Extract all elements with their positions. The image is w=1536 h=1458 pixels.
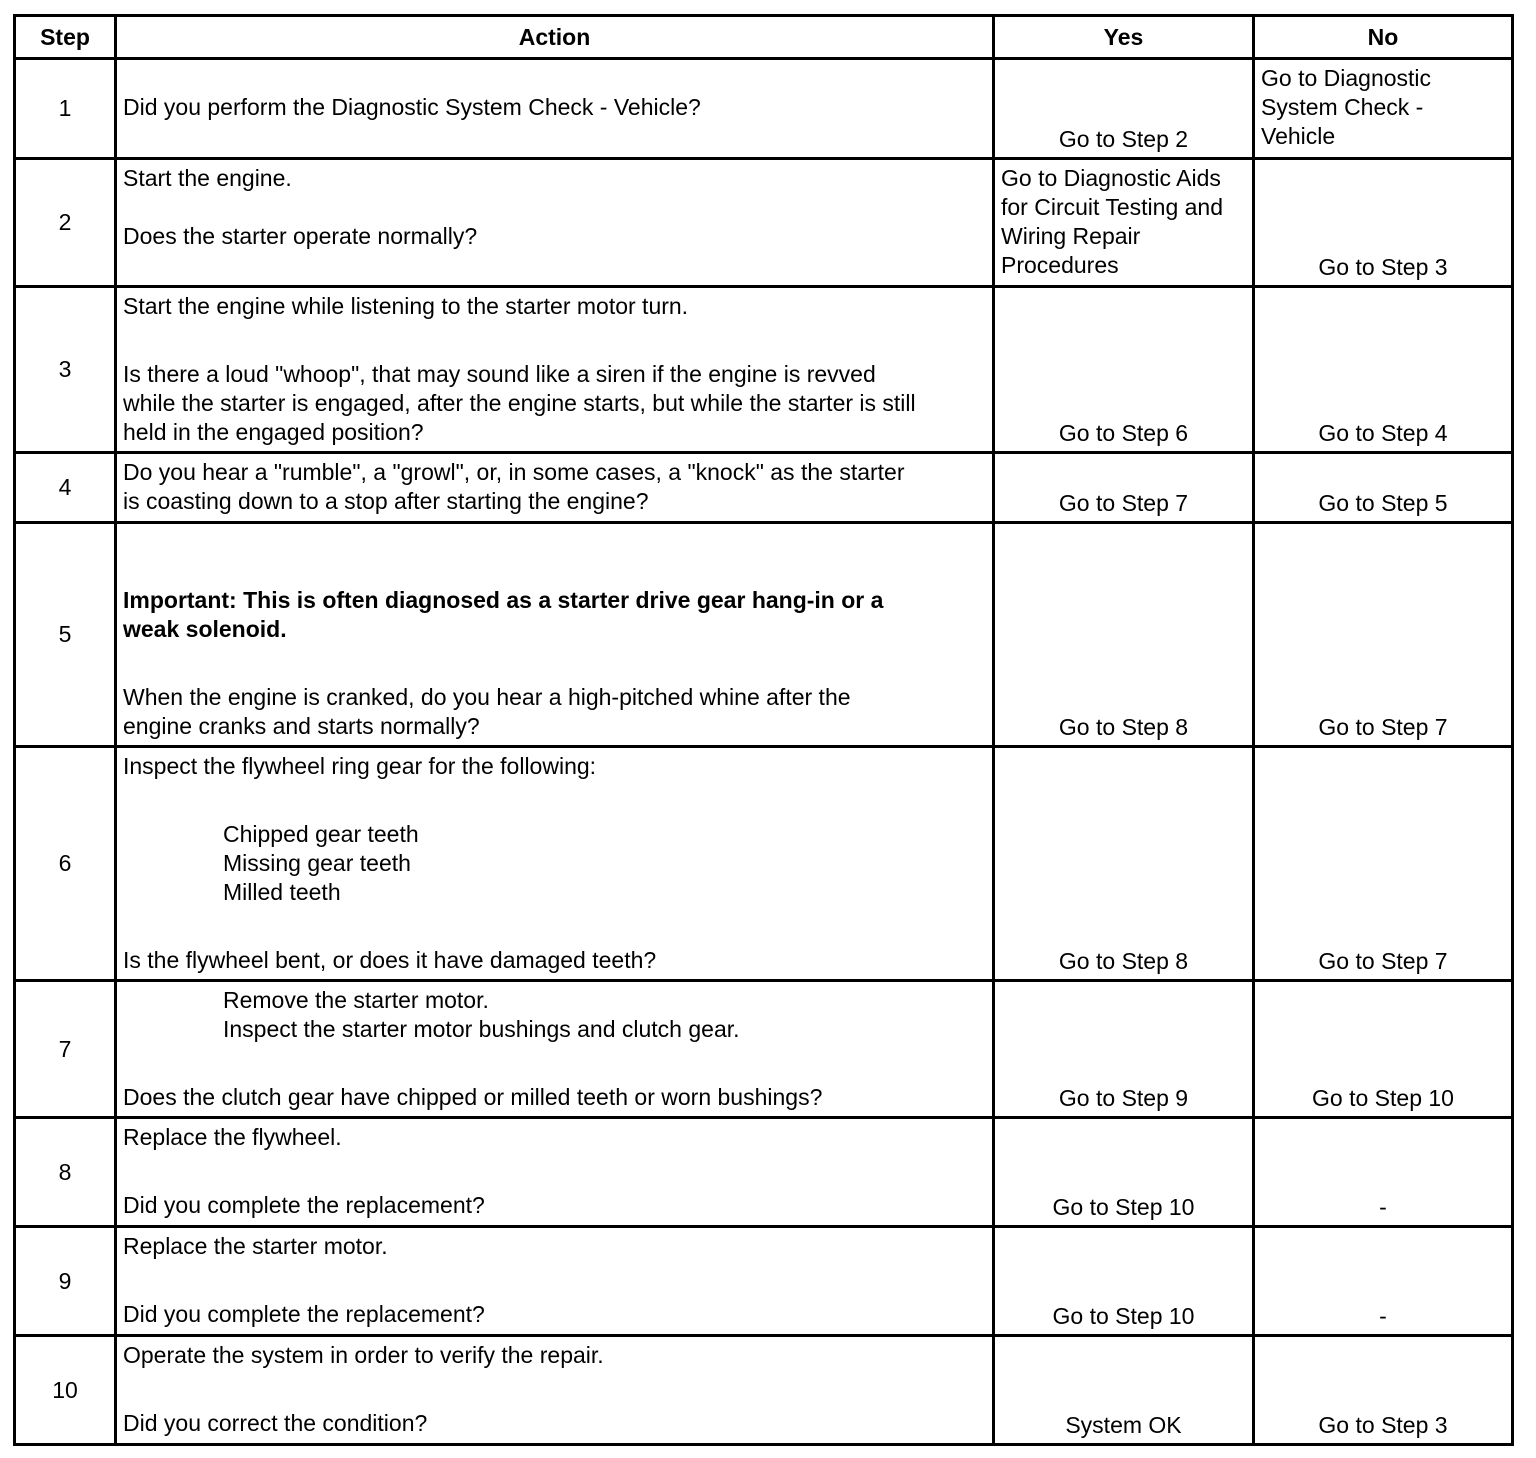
no-cell	[1254, 59, 1513, 159]
yes-text: Go to Step 8	[1058, 714, 1189, 740]
no-cell	[1254, 1227, 1513, 1336]
no-cell	[1254, 523, 1513, 747]
no-text: Go to Step 4	[1318, 420, 1448, 446]
yes-text: Go to Step 10	[1052, 1303, 1195, 1329]
no-text: -	[1379, 1194, 1387, 1220]
step-number: 6	[15, 747, 116, 981]
action-line: Replace the flywheel.	[123, 1124, 342, 1150]
yes-text: Go to Step 9	[1058, 1085, 1189, 1111]
header-step: Step	[15, 16, 116, 59]
action-line: Inspect the flywheel ring gear for the following:	[123, 753, 597, 779]
table-row	[15, 287, 1513, 453]
action-cell	[116, 287, 994, 453]
table-row	[15, 59, 1513, 159]
table-row	[15, 453, 1513, 523]
action-line: When the engine is cranked, do you hear a high-pitched whine after the	[123, 684, 851, 710]
yes-text: for Circuit Testing and	[1001, 194, 1224, 220]
yes-text: Go to Step 10	[1052, 1194, 1195, 1220]
action-cell	[116, 981, 994, 1118]
table-row	[15, 1118, 1513, 1227]
yes-cell	[994, 453, 1254, 523]
no-cell	[1254, 1336, 1513, 1445]
action-line: Start the engine.	[123, 165, 292, 191]
yes-cell	[994, 159, 1254, 287]
action-line	[123, 528, 986, 557]
action-line: Is there a loud "whoop", that may sound like a siren if the engine is revved	[123, 361, 876, 387]
table-row	[15, 1336, 1513, 1445]
table-row	[15, 981, 1513, 1118]
action-line: Inspect the starter motor bushings and clutch gear.	[223, 1016, 740, 1042]
no-text: Go to Step 3	[1318, 1412, 1448, 1438]
action-line	[123, 1261, 986, 1300]
step-number: 4	[15, 453, 116, 523]
action-line: Did you complete the replacement?	[123, 1192, 485, 1218]
step-number: 5	[15, 523, 116, 747]
step-number: 1	[15, 59, 116, 159]
no-text: Go to Diagnostic	[1261, 65, 1432, 91]
table-row	[15, 523, 1513, 747]
yes-cell	[994, 747, 1254, 981]
table-row	[15, 747, 1513, 981]
yes-cell	[994, 1118, 1254, 1227]
action-line	[123, 64, 986, 93]
yes-text: Go to Diagnostic Aids	[1001, 165, 1221, 191]
action-line: Do you hear a "rumble", a "growl", or, in some cases, a "knock" as the starter	[123, 459, 905, 485]
no-cell	[1254, 159, 1513, 287]
action-cell	[116, 159, 994, 287]
inspection-item: Missing gear teeth	[223, 850, 411, 876]
action-cell	[116, 1227, 994, 1336]
action-line: Did you complete the replacement?	[123, 1301, 485, 1327]
step-number: 3	[15, 287, 116, 453]
action-cell	[116, 747, 994, 981]
action-line: engine cranks and starts normally?	[123, 713, 480, 739]
action-cell	[116, 523, 994, 747]
yes-cell	[994, 981, 1254, 1118]
important-note: Important: This is often diagnosed as a starter drive gear hang-in or a	[123, 587, 884, 613]
action-line	[123, 1152, 986, 1191]
no-cell	[1254, 287, 1513, 453]
yes-cell	[994, 287, 1254, 453]
action-line: Does the starter operate normally?	[123, 223, 478, 249]
yes-text: Procedures	[1001, 252, 1119, 278]
yes-cell	[994, 59, 1254, 159]
no-text: Go to Step 5	[1318, 490, 1448, 516]
action-line	[123, 644, 986, 683]
yes-cell	[994, 523, 1254, 747]
yes-text: Go to Step 6	[1058, 420, 1189, 446]
diagnostic-table	[13, 14, 1514, 1446]
header-no: No	[1254, 16, 1513, 59]
header-action: Action	[116, 16, 994, 59]
step-number: 8	[15, 1118, 116, 1227]
no-text: Vehicle	[1261, 123, 1336, 149]
action-line: Operate the system in order to verify the repair.	[123, 1342, 604, 1368]
action-line: Does the clutch gear have chipped or milled teeth or worn bushings?	[123, 1084, 823, 1110]
action-line: Did you perform the Diagnostic System Check - Vehicle?	[123, 94, 701, 120]
action-line: Replace the starter motor.	[123, 1233, 388, 1259]
action-line	[123, 1370, 986, 1409]
no-text: Go to Step 7	[1318, 948, 1448, 974]
action-line	[123, 781, 986, 820]
step-number: 10	[15, 1336, 116, 1445]
step-number: 2	[15, 159, 116, 287]
action-line: while the starter is engaged, after the engine starts, but while the starter is still	[123, 390, 916, 416]
no-text: Go to Step 10	[1312, 1085, 1454, 1111]
action-line	[123, 1044, 986, 1083]
no-cell	[1254, 747, 1513, 981]
action-line	[123, 557, 986, 586]
action-line: Remove the starter motor.	[223, 987, 489, 1013]
action-line: Did you correct the condition?	[123, 1410, 428, 1436]
action-line	[123, 907, 986, 946]
header-row	[15, 16, 1513, 59]
inspection-item: Milled teeth	[223, 879, 341, 905]
step-number: 7	[15, 981, 116, 1118]
header-yes: Yes	[994, 16, 1254, 59]
yes-text: Go to Step 2	[1058, 126, 1189, 152]
action-line: Is the flywheel bent, or does it have damaged teeth?	[123, 947, 657, 973]
yes-text: Go to Step 8	[1058, 948, 1189, 974]
action-line: held in the engaged position?	[123, 419, 424, 445]
table-row	[15, 159, 1513, 287]
action-line: Start the engine while listening to the starter motor turn.	[123, 293, 689, 319]
no-cell	[1254, 1118, 1513, 1227]
yes-cell	[994, 1336, 1254, 1445]
action-cell	[116, 1336, 994, 1445]
action-line	[123, 321, 986, 360]
important-note: weak solenoid.	[123, 616, 287, 642]
no-cell	[1254, 981, 1513, 1118]
no-text: Go to Step 7	[1318, 714, 1448, 740]
action-cell	[116, 1118, 994, 1227]
action-line	[123, 193, 986, 222]
no-text: -	[1379, 1303, 1387, 1329]
yes-cell	[994, 1227, 1254, 1336]
yes-text: Go to Step 7	[1058, 490, 1189, 516]
no-text: System Check -	[1261, 94, 1424, 120]
action-line: is coasting down to a stop after starting the engine?	[123, 488, 649, 514]
no-text: Go to Step 3	[1318, 254, 1448, 280]
yes-text: Wiring Repair	[1001, 223, 1141, 249]
inspection-item: Chipped gear teeth	[223, 821, 419, 847]
no-cell	[1254, 453, 1513, 523]
yes-text: System OK	[1065, 1412, 1182, 1438]
action-cell	[116, 59, 994, 159]
table-row	[15, 1227, 1513, 1336]
step-number: 9	[15, 1227, 116, 1336]
action-cell	[116, 453, 994, 523]
